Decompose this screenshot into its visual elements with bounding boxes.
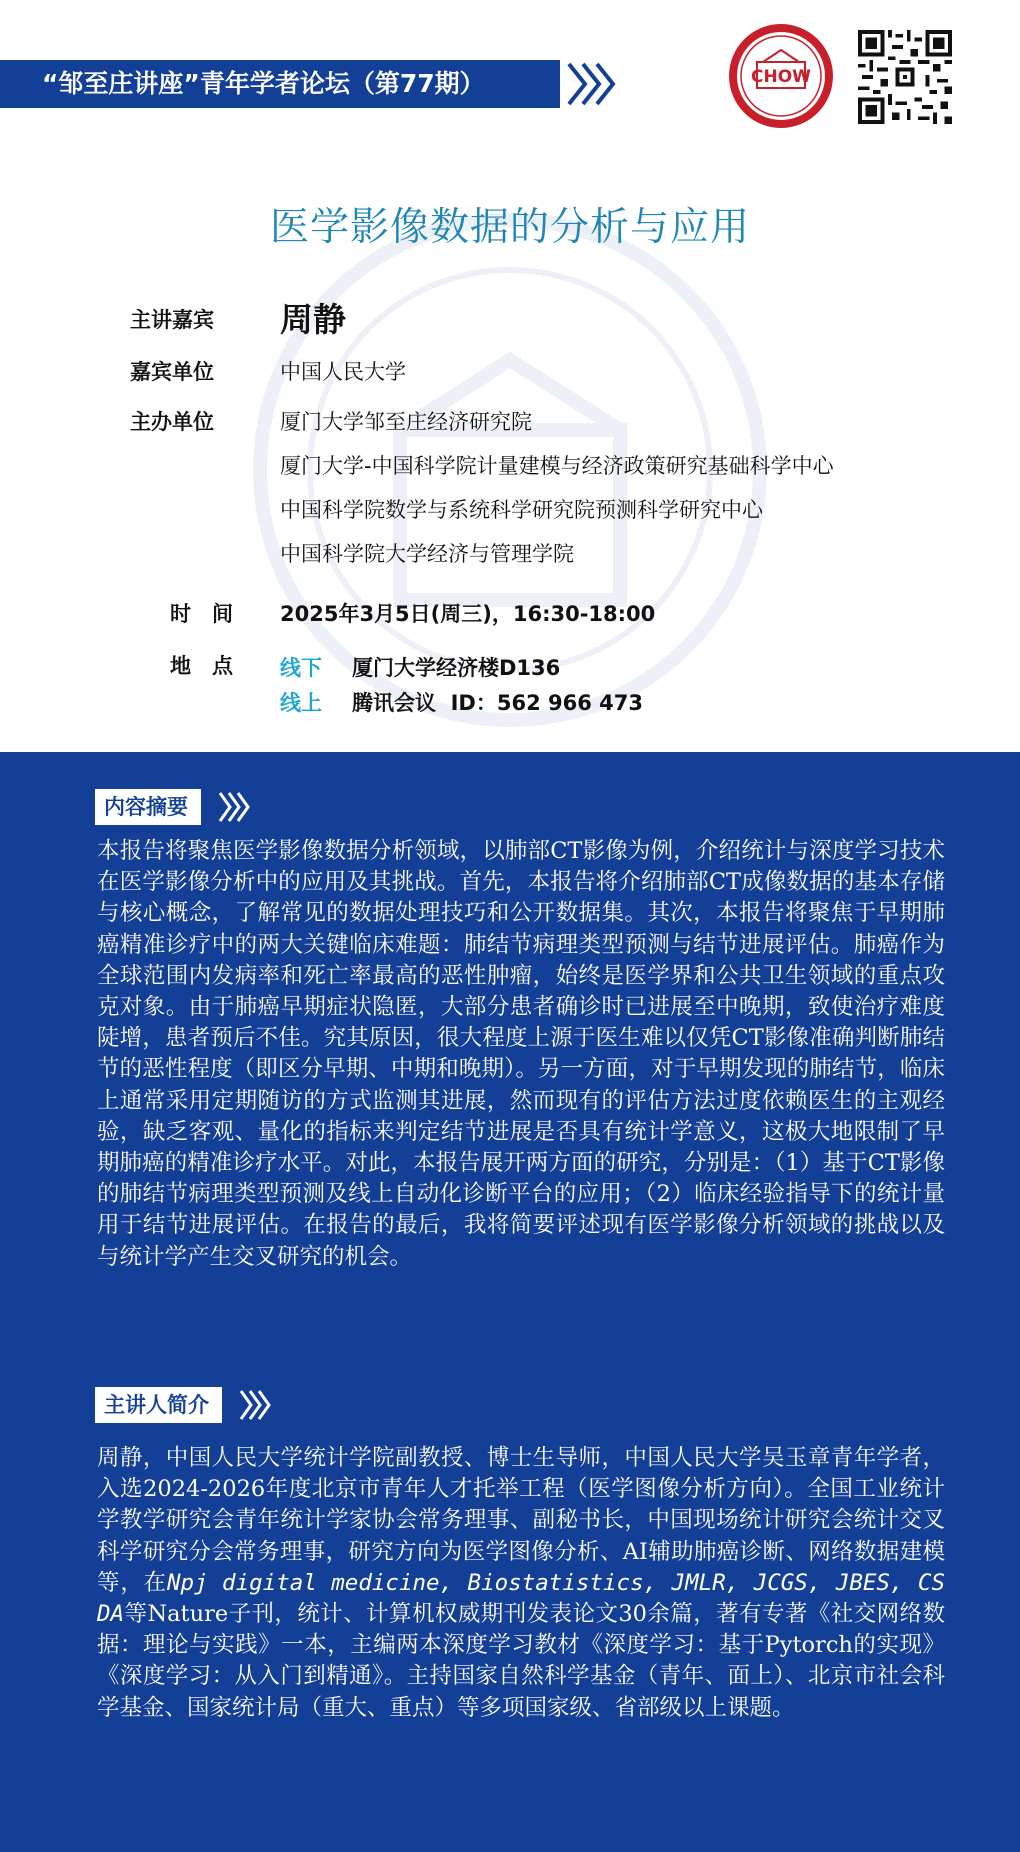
offline-label: 线下 <box>280 656 322 680</box>
online-value: 腾讯会议 ID：562 966 473 <box>352 691 643 715</box>
speaker-label: 主讲嘉宾 <box>130 308 214 332</box>
series-title: “邹至庄讲座”青年学者论坛（第77期） <box>42 69 485 98</box>
time-label: 时 间 <box>170 602 233 626</box>
qr-code-icon <box>858 30 952 124</box>
chevrons-icon <box>565 60 625 108</box>
organizer-label: 主办单位 <box>130 410 214 434</box>
talk-title: 医学影像数据的分析与应用 <box>269 205 750 250</box>
online-label: 线上 <box>280 691 322 715</box>
bio-text <box>97 1443 945 1724</box>
affiliation-label: 嘉宾单位 <box>130 360 214 384</box>
offline-value: 厦门大学经济楼D136 <box>352 656 561 680</box>
time-value: 2025年3月5日(周三)，16:30-18:00 <box>280 602 656 626</box>
chevrons-icon <box>218 789 254 825</box>
organizer-item: 中国科学院大学经济与管理学院 <box>280 542 574 566</box>
bio-journals: Npj digital medicine, Biostatistics, JMLR, JCGS, JBES, CSDA <box>97 1569 945 1628</box>
abstract-text: 本报告将聚焦医学影像数据分析领域，以肺部CT影像为例，介绍统计与深度学习技术在医学影像分析中的应用及其挑战。首先，本报告将介绍肺部CT成像数据的基本存储与核心概念，了解常见的数据处理技巧和公开数据集。其次，本报告将聚焦于早期肺癌精准诊疗中的两大关键临床难题：肺结节病理类型预测与结节进展评估。肺癌作为全球范围内发病率和死亡率最高的恶性肿瘤，始终是医学界和公共卫生领域的重点攻克对象。由于肺癌早期症状隐匿，大部分患者确诊时已进展至中晚期，致使治疗难度陡增，患者预后不佳。究其原因，很大程度上源于医生难以仅凭CT影像准确判断肺结节的恶性程度（即区分早期、中期和晚期）。另一方面，对于早期发现的肺结节，临床上通常采用定期随访的方式监测其进展，然而现有的评估方法过度依赖医生的主观经验，缺乏客观、量化的指标来判定结节进展是否具有统计学意义，这极大地限制了早期肺癌的精准诊疗水平。对此，本报告展开两方面的研究，分别是：（1）基于CT影像的肺结节病理类型预测及线上自动化诊断平台的应用；（2）临床经验指导下的统计量用于结节进展评估。在报告的最后，我将简要评述现有医学影像分析领域的挑战以及与统计学产生交叉研究的机会。 <box>97 838 945 1270</box>
bio-heading: 主讲人简介 <box>95 1387 222 1423</box>
logo-text: CHOW <box>751 67 811 87</box>
organizer-item: 厦门大学邹至庄经济研究院 <box>280 410 532 434</box>
affiliation-value: 中国人民大学 <box>280 360 406 384</box>
organizer-item: 中国科学院数学与系统科学研究院预测科学研究中心 <box>280 498 763 522</box>
location-label: 地 点 <box>170 654 233 678</box>
speaker-name: 周静 <box>280 300 346 339</box>
bio-text-part: 周静，中国人民大学统计学院副教授、博士生导师，中国人民大学吴玉章青年学者，入选2024-2026年度北京市青年人才托举工程（医学图像分析方向）。全国工业统计学教学研究会青年统计学家协会常务理事、副秘书长，中国现场统计研究会统计交叉科学研究分会常务理事，研究方向为医学图像分析、AI辅助肺癌诊断、网络数据建模等，在 <box>97 1445 945 1596</box>
chevrons-icon <box>239 1387 275 1423</box>
organizer-item: 厦门大学-中国科学院计量建模与经济政策研究基础科学中心 <box>280 454 834 478</box>
institute-logo-icon <box>727 22 835 130</box>
bio-text-part: 等Nature子刊，统计、计算机权威期刊发表论文30余篇，著有专著《社交网络数据：理论与实践》一本，主编两本深度学习教材《深度学习：基于Pytorch的实现》《深度学习：从入门到精通》。主持国家自然科学基金（青年、面上）、北京市社会科学基金、国家统计局（重大、重点）等多项国家级、省部级以上课题。 <box>97 1601 945 1721</box>
abstract-heading: 内容摘要 <box>95 789 201 825</box>
